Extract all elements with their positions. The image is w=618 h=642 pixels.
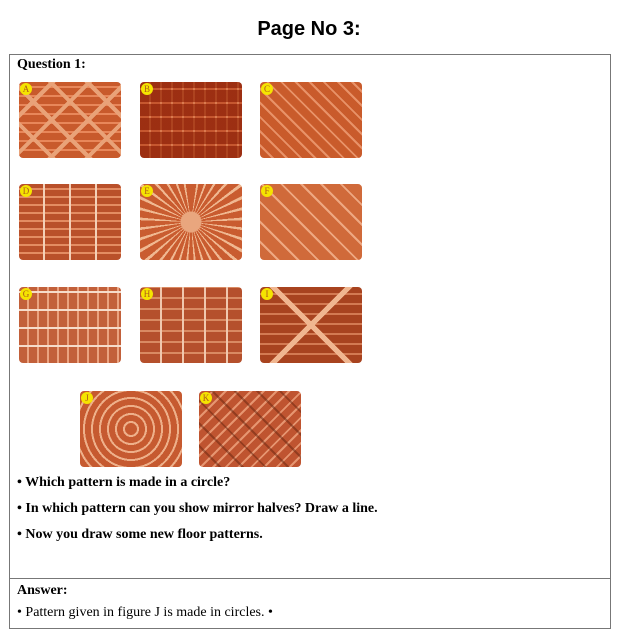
figure-c-image — [260, 82, 362, 158]
bullet-item: • Which pattern is made in a circle? — [17, 475, 231, 490]
answer-text: • Pattern given in figure J is made in circles. • — [17, 605, 273, 620]
figure-label: J — [81, 392, 93, 404]
figure-d-image — [19, 184, 121, 260]
figure-label: K — [200, 392, 212, 404]
figure-h-image — [140, 287, 242, 363]
figure-b-image — [140, 82, 242, 158]
figure-f-image — [260, 184, 362, 260]
figure-a-image — [19, 82, 121, 158]
figure-label: D — [20, 185, 32, 197]
figure-label: E — [141, 185, 153, 197]
question-box — [9, 54, 611, 629]
bullet-item: • In which pattern can you show mirror halves? Draw a line. — [17, 501, 378, 516]
figure-label: H — [141, 288, 153, 300]
answer-label: Answer: — [17, 583, 68, 598]
figure-label: I — [261, 288, 273, 300]
page-title: Page No 3: — [257, 18, 361, 40]
divider — [10, 578, 610, 579]
figure-i-image — [260, 287, 362, 363]
figure-k-image — [199, 391, 301, 467]
figure-label: A — [20, 83, 32, 95]
bullet-item: • Now you draw some new floor patterns. — [17, 527, 263, 542]
figure-label: G — [20, 288, 32, 300]
figure-j-image — [80, 391, 182, 467]
figure-e-image — [140, 184, 242, 260]
figure-label: C — [261, 83, 273, 95]
question-bullets — [17, 475, 378, 553]
figure-label: B — [141, 83, 153, 95]
question-label: Question 1: — [17, 57, 86, 72]
figure-g-image — [19, 287, 121, 363]
figure-label: F — [261, 185, 273, 197]
